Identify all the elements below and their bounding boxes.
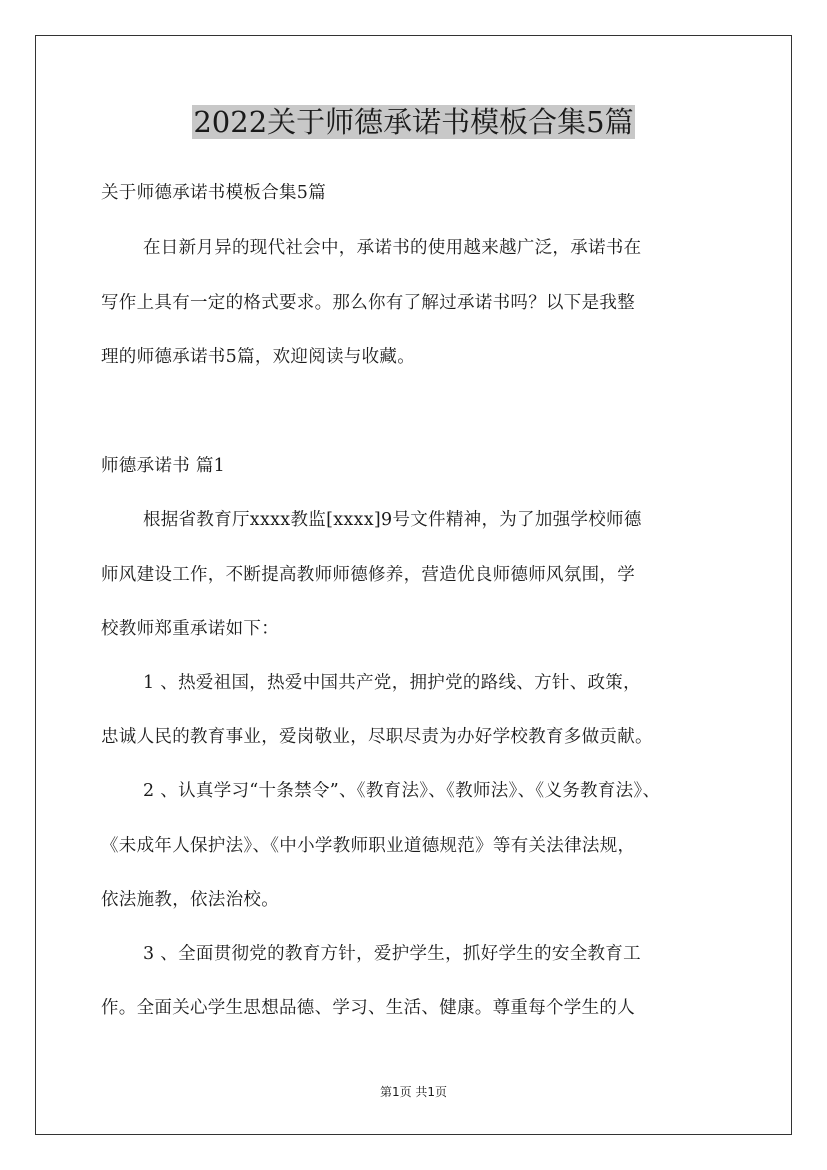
body-line-6: 2 、认真学习“十条禁令”、《教育法》、《教师法》、《义务教育法》、	[143, 781, 661, 801]
page-footer: 第1页 共1页	[379, 1085, 448, 1099]
intro-line-2: 写作上具有一定的格式要求。那么你有了解过承诺书吗？以下是我整	[101, 293, 635, 313]
body-line-5: 忠诚人民的教育事业，爱岗敬业，尽职尽责为办好学校教育多做贡献。	[101, 727, 653, 747]
intro-line-3: 理的师德承诺书5篇，欢迎阅读与收藏。	[101, 347, 416, 367]
body-line-8: 依法施教，依法治校。	[101, 890, 279, 910]
body-line-1: 根据省教育厅xxxx教监[xxxx]9号文件精神，为了加强学校师德	[143, 510, 642, 530]
document-title	[0, 102, 827, 142]
body-line-2: 师风建设工作，不断提高教师师德修养，营造优良师德师风氛围，学	[101, 565, 635, 585]
document-title-text: 2022关于师德承诺书模板合集5篇	[193, 105, 634, 139]
intro-line-1: 在日新月异的现代社会中，承诺书的使用越来越广泛，承诺书在	[143, 238, 642, 258]
section-heading: 师德承诺书 篇1	[101, 456, 226, 476]
body-line-9: 3 、全面贯彻党的教育方针，爱护学生，抓好学生的安全教育工	[143, 944, 641, 964]
document-subtitle: 关于师德承诺书模板合集5篇	[101, 183, 327, 203]
body-line-3: 校教师郑重承诺如下：	[101, 619, 279, 639]
body-line-4: 1 、热爱祖国，热爱中国共产党，拥护党的路线、方针、政策，	[143, 673, 641, 693]
body-line-7: 《未成年人保护法》、《中小学教师职业道德规范》等有关法律法规，	[101, 836, 636, 856]
body-line-10: 作。全面关心学生思想品德、学习、生活、健康。尊重每个学生的人	[101, 998, 635, 1018]
